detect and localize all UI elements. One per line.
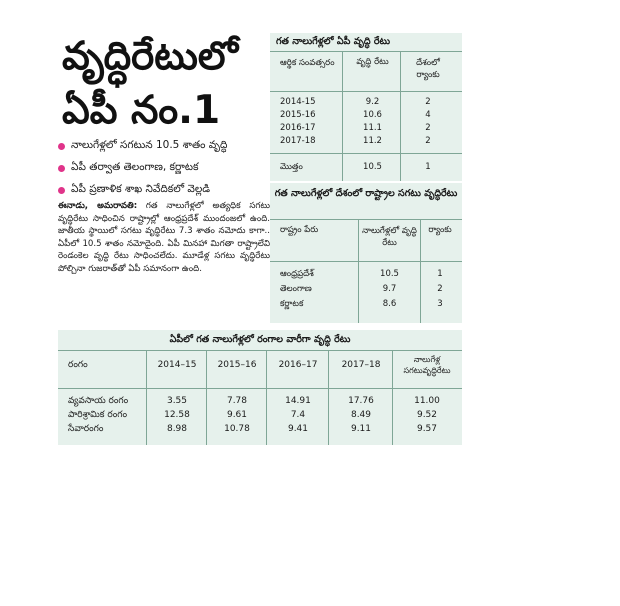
state-growth-table — [270, 183, 462, 323]
header-cell: నాలుగేళ్లలో వృద్ధి రేటు — [362, 226, 417, 248]
header-cell: ఆర్థిక సంవత్సరం — [280, 58, 335, 68]
table-row: కర్ణాటక 8.6 3 — [280, 299, 443, 309]
bullet-dot-icon — [58, 187, 65, 194]
row-divider — [58, 388, 462, 389]
header-cell: 2017–18 — [341, 360, 381, 370]
table-header-row — [270, 57, 462, 87]
table-title: గత నాలుగేళ్లలో ఏపీ వృద్ధి రేటు — [270, 33, 462, 52]
total-row: మొత్తం 10.5 1 — [280, 162, 431, 172]
column-divider — [392, 350, 393, 445]
dateline: ఈనాడు, అమరావతి: — [58, 201, 138, 211]
table-row: 2014-15 9.2 2 — [280, 97, 431, 107]
table-row: 2016-17 11.1 2 — [280, 123, 431, 133]
column-divider — [266, 350, 267, 445]
headline — [62, 30, 267, 138]
header-cell: రంగం — [68, 360, 88, 370]
bullet-dot-icon — [58, 165, 65, 172]
row-divider — [270, 261, 462, 262]
column-divider — [206, 350, 207, 445]
table-header-row — [270, 225, 462, 253]
bullet-list — [58, 135, 273, 201]
ap-growth-table — [270, 33, 462, 181]
header-cell: నాలుగేళ్ల సగటువృద్ధిరేటు — [403, 355, 451, 375]
header-cell: వృద్ధి రేటు — [356, 57, 389, 67]
table-title: ఏపీలో గత నాలుగేళ్లలో రంగాల వారీగా వృద్ధి రేటు — [58, 330, 462, 351]
row-divider — [270, 91, 462, 92]
header-cell: 2016–17 — [278, 360, 318, 370]
column-divider — [146, 350, 147, 445]
header-cell: ర్యాంకు — [428, 225, 452, 235]
table-row: తెలంగాణ 9.7 2 — [280, 284, 443, 294]
header-cell: దేశంలో ర్యాంకు — [416, 58, 440, 80]
bullet-item: ఏపీ తర్వాత తెలంగాణ, కర్ణాటక — [58, 157, 273, 179]
header-cell: రాష్ట్రం పేరు — [280, 225, 319, 235]
header-cell: 2015–16 — [217, 360, 257, 370]
body-paragraph: గత నాలుగేళ్లలో అత్యధిక సగటు వృద్ధిరేటు సాధించిన రాష్ట్రాల్లో ఆంధ్రప్రదేశ్ ముందంజలో ఉంది. జాతీయ స్థాయిలో సగటు వృద్ధిరేటు 7.3 శాతం నమోదు కాగా.. ఏపీలో 10.5 శాతం నమోదైంది. ఏపీ మినహా మిగతా రాష్ట్రాలేవి రెండంకెల వృద్ధి రేటు సాధించలేదు. మూడేళ్ల సగటు వృద్ధిరేటు పోల్చినా గుజరాత్‌తో ఏపీ సమానంగా ఉంది. — [58, 201, 270, 274]
column-divider — [328, 350, 329, 445]
table-row: ఆంధ్రప్రదేశ్ 10.5 1 — [280, 269, 443, 279]
article-body — [58, 200, 270, 276]
table-title: గత నాలుగేళ్లలో దేశంలో రాష్ట్రాల సగటు వృద్ధిరేటు — [270, 183, 462, 220]
headline-line-2: ఏపీ నం.1 — [62, 88, 221, 133]
bullet-item: నాలుగేళ్లలో సగటున 10.5 శాతం వృద్ధి — [58, 135, 273, 157]
row-divider — [270, 153, 462, 154]
headline-line-1: వృద్ధిరేటులో — [62, 34, 238, 79]
sector-growth-table: ఏపీలో గత నాలుగేళ్లలో రంగాల వారీగా వృద్ధి రేటు రంగం 2014–15 2015–16 2016–17 2017–18 నాలుగేళ్ల సగటువృద్ధిరేటు వ్యవసాయ రంగం 3.55 7.78 14.91 17.76 11.00 పారిశ్రామిక రంగం 12.58 9.61 7.4 8.49 9.52 సేవారంగం 8.98 10.78 9.41 9.11 9.57 — [58, 330, 462, 445]
table-row: 2017-18 11.2 2 — [280, 136, 431, 146]
table-row: 2015-16 10.6 4 — [280, 110, 431, 120]
bullet-dot-icon — [58, 143, 65, 150]
header-cell: 2014–15 — [157, 360, 197, 370]
bullet-item: ఏపీ ప్రణాళిక శాఖ నివేదికలో వెల్లడి — [58, 179, 273, 201]
